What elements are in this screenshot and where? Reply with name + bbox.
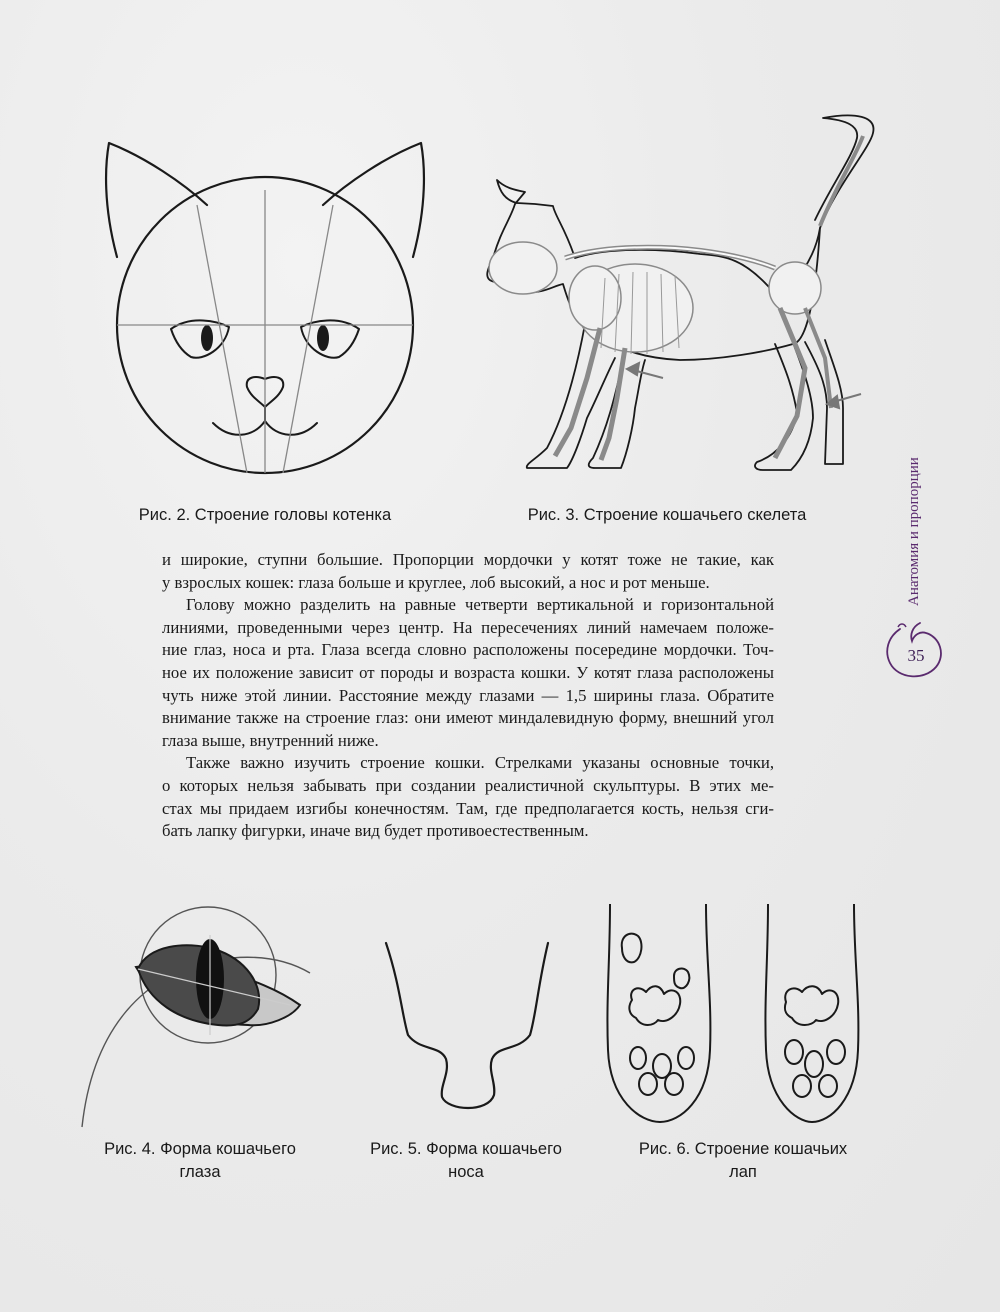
text-line: Голову можно разделить на равные четверти вертикальной и горизонтальной — [186, 595, 774, 615]
text-line: у взрослых кошек: глаза больше и круглее, лоб высокий, а нос и рот меньше. — [162, 572, 710, 592]
text-line: чуть ниже этой линии. Расстояние между глазами — 1,5 ширины глаза. Обратите — [162, 685, 774, 705]
caption-fig2: Рис. 2. Строение головы котенка — [138, 506, 392, 524]
cat-eye-figure — [78, 905, 328, 1135]
right-ear — [323, 143, 424, 257]
caption-line: Рис. 5. Форма кошачьего — [370, 1140, 562, 1158]
left-eye — [171, 320, 229, 357]
cat-skeleton-figure — [475, 108, 885, 478]
caption-line: Рис. 6. Строение кошачьих — [638, 1140, 848, 1158]
text-line: ное их положение зависит от породы и возраста кошки. У котят глаза расположены — [162, 662, 774, 682]
left-paw-outline — [607, 904, 710, 1122]
text-line: внимание также на строение глаз: они имеют миндалевидную форму, внешний угол — [162, 708, 774, 728]
section-title: Анатомия и пропорции — [906, 457, 922, 606]
caption-fig4 — [76, 1138, 324, 1184]
caption-fig5 — [335, 1138, 597, 1184]
page-number: 35 — [907, 646, 925, 665]
caption-fig6 — [612, 1138, 874, 1184]
caption-line: носа — [448, 1163, 484, 1181]
right-paw-outline — [765, 904, 858, 1122]
left-ear — [106, 143, 207, 257]
text-line: о которых нельзя забывать при создании реалистичной скульптуры. В этих ме- — [162, 775, 774, 795]
caption-fig3: Рис. 3. Строение кошачьего скелета — [527, 506, 807, 524]
text-line: глаза выше, внутренний ниже. — [162, 730, 379, 750]
body-text — [162, 549, 774, 843]
text-line: бать лапку фигурки, иначе вид будет противоестественным. — [162, 821, 589, 841]
text-line: Также важно изучить строение кошки. Стрелками указаны основные точки, — [186, 753, 774, 773]
right-eye — [301, 320, 359, 357]
caption-line: глаза — [179, 1163, 221, 1181]
caption-line: Рис. 4. Форма кошачьего — [104, 1140, 296, 1158]
text-line: и широкие, ступни большие. Пропорции мордочки у котят тоже не такие, как — [162, 550, 774, 569]
cat-nose-figure — [380, 935, 560, 1115]
text-line: линиями, проведенными через центр. На пересечениях линий намечаем положе- — [162, 617, 774, 637]
kitten-head-figure — [95, 135, 435, 475]
text-line: стах мы придаем изгибы конечностям. Там, где предполагается кость, нельзя сги- — [162, 798, 774, 818]
cat-paws-figure — [600, 900, 865, 1125]
caption-line: лап — [729, 1163, 757, 1181]
left-paw-main-pad — [629, 986, 680, 1025]
text-line: ние глаз, носа и рта. Глаза всегда словно расположены посередине мордочки. Точ- — [162, 640, 774, 660]
right-paw-main-pad — [785, 986, 838, 1025]
